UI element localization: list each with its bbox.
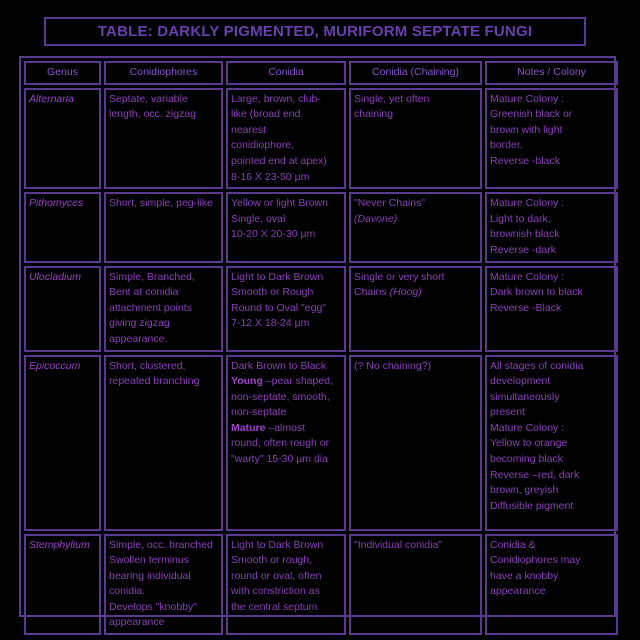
conidiophores-cell: Simple, Branched, Bent at conidia attachment points giving zigzag appearance. (104, 266, 223, 352)
notes-cell: Mature Colony : Greenish black or brown with light border. Reverse -black (485, 88, 618, 190)
chaining-cell: "Individual conidia" (349, 534, 482, 636)
genus-cell: Epicoccum (24, 355, 101, 531)
table-row (24, 192, 618, 262)
conidiophores-cell: Septate, variable length, occ. zigzag (104, 88, 223, 190)
young-label: Young (231, 375, 263, 388)
conidia-cell: Light to Dark Brown Smooth or rough, round or oval, often with constriction as the central septum (226, 534, 346, 636)
table-row (24, 534, 618, 636)
conidia-cell: Large, brown, club- like (broad end nearest conidiophore, pointed end at apex) 8-16 X 23-50 µm (226, 88, 346, 190)
page-title: TABLE: DARKLY PIGMENTED, MURIFORM SEPTATE FUNGI (97, 23, 533, 40)
mature-label: Mature (231, 421, 266, 434)
chaining-cell: (? No chaining?) (349, 355, 482, 531)
chaining-cell: Single or very short Chains (Hoog) (349, 266, 482, 352)
conidia-cell: Dark Brown to Black Young –pear shaped, non-septate, smooth, non-septate Mature –almost round, often rough or "warty" 15-30 µm dia (226, 355, 346, 531)
header-genus: Genus (24, 61, 101, 85)
table-row (24, 88, 618, 190)
table-row (24, 266, 618, 352)
header-conidia: Conidia (226, 61, 346, 85)
header-conidiophores: Conidiophores (104, 61, 223, 85)
notes-cell: All stages of conidia development simultaneously present Mature Colony : Yellow to orange becoming black Reverse –red, dark brown, greyish Diffusible pigment (485, 355, 618, 531)
chaining-cell: Single, yet often chaining (349, 88, 482, 190)
genus-cell: Pithomyces (24, 192, 101, 262)
title-box (44, 17, 586, 46)
conidiophores-cell: Short, clustered, repeated branching (104, 355, 223, 531)
conidia-cell: Yellow or light Brown Single, oval 10-20 X 20-30 µm (226, 192, 346, 262)
notes-cell: Mature Colony : Light to dark, brownish black Reverse -dark (485, 192, 618, 262)
notes-cell: Conidia & Conidiophores may have a knobby appearance (485, 534, 618, 636)
table-row (24, 355, 618, 531)
conidiophores-cell: Simple, occ. branched Swollen terminus bearing individual conidia. Develops "knobby" appearance (104, 534, 223, 636)
chaining-cell: "Never Chains" (Davone) (349, 192, 482, 262)
genus-cell: Stemphylium (24, 534, 101, 636)
genus-cell: Alternaria (24, 88, 101, 190)
table-header-row (24, 61, 618, 85)
header-chaining: Conidia (Chaining) (349, 61, 482, 85)
notes-cell: Mature Colony : Dark brown to black Reverse -Black (485, 266, 618, 352)
genus-cell: Ulocladium (24, 266, 101, 352)
fungi-table-frame (19, 56, 616, 629)
fungi-table (21, 58, 621, 638)
conidiophores-cell: Short, simple, peg-like (104, 192, 223, 262)
conidia-cell: Light to Dark Brown Smooth or Rough Round to Oval "egg" 7-12 X 18-24 µm (226, 266, 346, 352)
header-notes: Notes / Colony (485, 61, 618, 85)
